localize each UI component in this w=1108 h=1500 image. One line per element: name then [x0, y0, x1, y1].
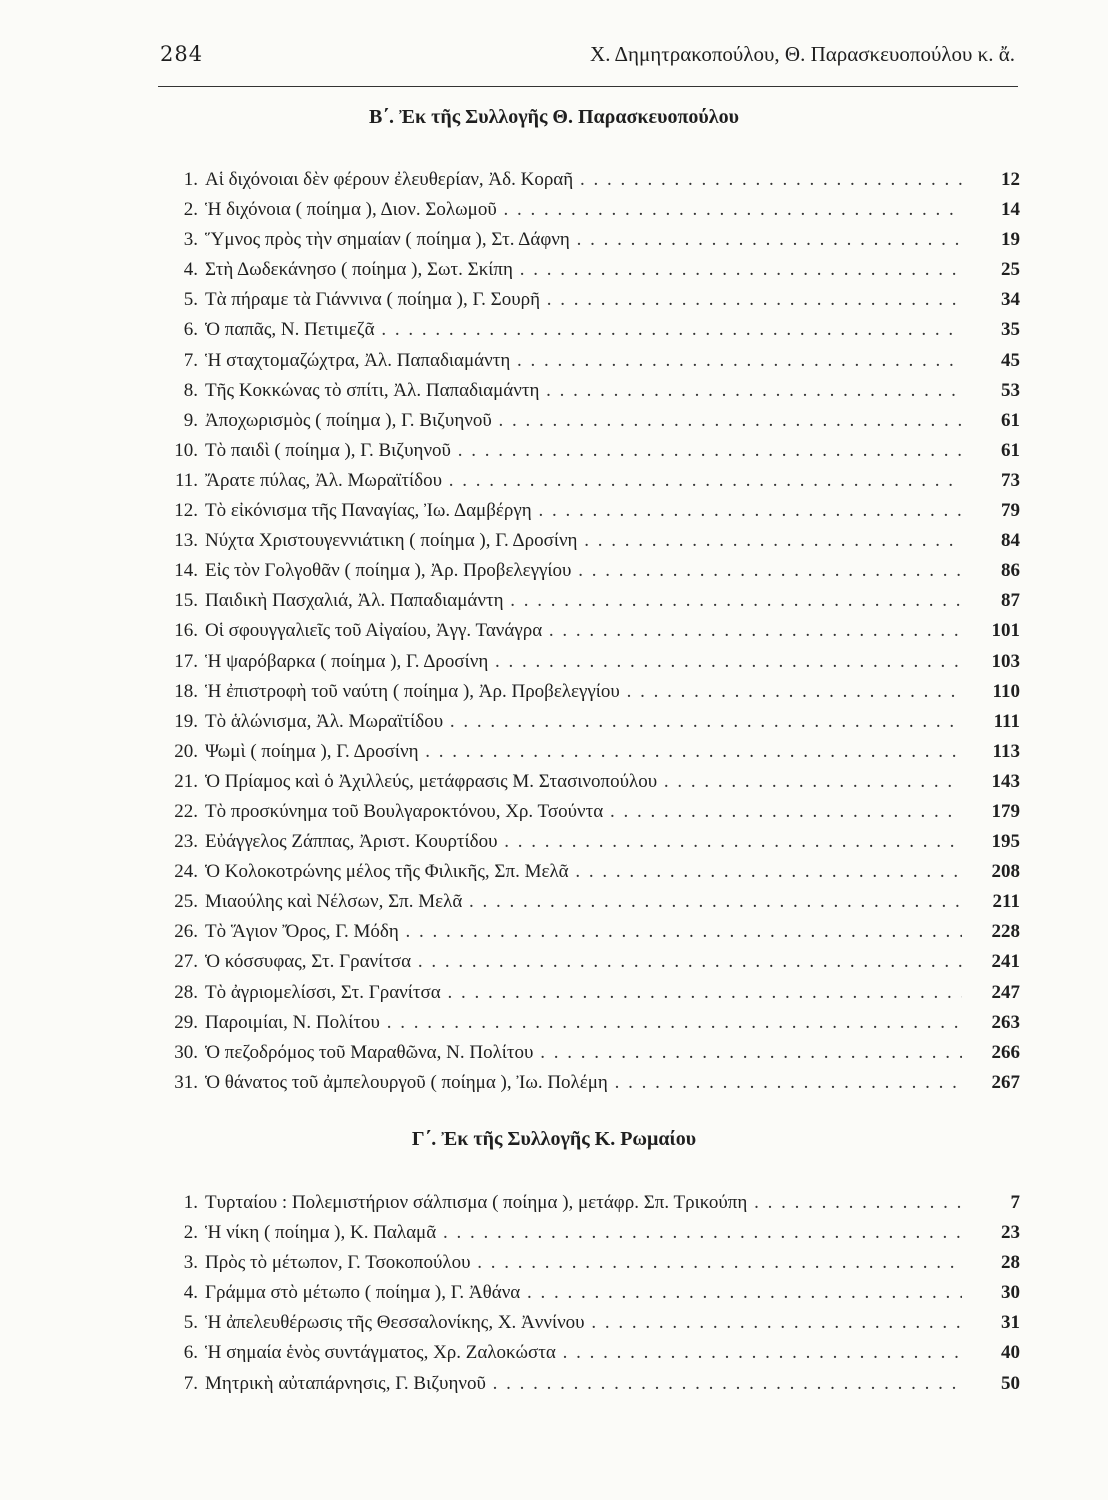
entry-page: 12	[1001, 169, 1020, 190]
entry-page: 87	[1001, 590, 1020, 612]
entry-number: 12.	[174, 500, 198, 522]
entry-title: Ὁ πεζοδρόμος τοῦ Μαραθῶνα, Ν. Πολίτου . . .	[205, 1038, 962, 1068]
entry-title: Ὁ παπᾶς, Ν. Πετιμεζᾶ . . .	[205, 315, 962, 345]
entry-page: 266	[991, 1041, 1020, 1063]
entry-number: 8.	[183, 379, 198, 401]
entry-number: 1.	[183, 169, 198, 190]
toc-entry	[160, 947, 1020, 977]
entry-number: 25.	[174, 891, 198, 913]
entry-page: 103	[991, 650, 1020, 672]
entry-number: 30.	[174, 1041, 198, 1063]
entry-title: Παροιμίαι, Ν. Πολίτου . . .	[205, 1008, 962, 1038]
entry-page: 263	[991, 1011, 1020, 1033]
entry-title: Ὁ Πρίαμος καὶ ὁ Ἀχιλλεύς, μετάφρασις Μ. Στασινοπούλου . . .	[205, 767, 962, 797]
toc-entry	[160, 1308, 1020, 1338]
entry-title: Τὸ παιδὶ ( ποίημα ), Γ. Βιζυηνοῦ . . .	[205, 436, 962, 466]
entry-title: Ὕμνος πρὸς τὴν σημαίαν ( ποίημα ), Στ. Δάφνη . . .	[205, 225, 962, 255]
entry-number: 24.	[174, 861, 198, 883]
entry-number: 7.	[183, 1372, 198, 1394]
entry-title: Ἡ ψαρόβαρκα ( ποίημα ), Γ. Δροσίνη . . .	[205, 647, 962, 677]
toc-entry	[160, 1188, 1020, 1218]
entry-title: Νύχτα Χριστουγεννιάτικη ( ποίημα ), Γ. Δροσίνη . . .	[205, 526, 962, 556]
entry-title: Ἡ νίκη ( ποίημα ), Κ. Παλαμᾶ . . .	[205, 1218, 962, 1248]
entry-number: 31.	[174, 1071, 198, 1093]
page-header	[160, 42, 1015, 82]
entry-number: 3.	[183, 1252, 198, 1274]
entry-page: 35	[1001, 319, 1020, 341]
entry-page: 267	[991, 1071, 1020, 1093]
entry-page: 208	[991, 861, 1020, 883]
entry-page: 45	[1001, 349, 1020, 371]
entry-page: 241	[991, 951, 1020, 973]
entry-title: Ψωμὶ ( ποίημα ), Γ. Δροσίνη . . .	[205, 737, 962, 767]
toc-entry	[160, 707, 1020, 737]
entry-number: 14.	[174, 560, 198, 582]
entry-page: 195	[991, 831, 1020, 853]
entry-number: 3.	[183, 229, 198, 251]
entry-title: Ὁ θάνατος τοῦ ἀμπελουργοῦ ( ποίημα ), Ἰω. Πολέμη . . .	[205, 1068, 962, 1098]
entry-number: 6.	[183, 319, 198, 341]
toc-entry	[160, 797, 1020, 827]
entry-title: Παιδικὴ Πασχαλιά, Ἀλ. Παπαδιαμάντη . . .	[205, 586, 962, 616]
entry-title: Πρὸς τὸ μέτωπον, Γ. Τσοκοπούλου . . .	[205, 1248, 962, 1278]
entry-page: 101	[991, 620, 1020, 642]
toc-entry	[160, 1369, 1020, 1399]
entry-page: 30	[1001, 1282, 1020, 1304]
entry-number: 22.	[174, 800, 198, 822]
entry-number: 4.	[183, 1282, 198, 1304]
entry-number: 10.	[174, 439, 198, 461]
toc-entry	[160, 285, 1020, 315]
toc-entry	[160, 767, 1020, 797]
entry-page: 28	[1001, 1252, 1020, 1274]
entry-page: 111	[993, 710, 1020, 732]
entry-page: 179	[991, 800, 1020, 822]
entry-number: 20.	[174, 740, 198, 762]
toc-entry	[160, 225, 1020, 255]
entry-title: Ἡ ἀπελευθέρωσις τῆς Θεσσαλονίκης, Χ. Ἀννίνου . . .	[205, 1308, 962, 1338]
section-c-toc	[160, 1188, 1020, 1399]
entry-title: Ἄρατε πύλας, Ἀλ. Μωραϊτίδου . . .	[205, 466, 962, 496]
entry-page: 31	[1001, 1312, 1020, 1334]
toc-entry	[160, 1278, 1020, 1308]
entry-page: 113	[992, 740, 1020, 762]
toc-entry	[160, 978, 1020, 1008]
entry-number: 19.	[174, 710, 198, 732]
entry-title: Ἡ σημαία ἑνὸς συντάγματος, Χρ. Ζαλοκώστα . . .	[205, 1338, 962, 1368]
entry-number: 16.	[174, 620, 198, 642]
toc-entry	[160, 586, 1020, 616]
entry-number: 11.	[174, 469, 198, 491]
entry-number: 28.	[174, 981, 198, 1003]
toc-entry	[160, 917, 1020, 947]
entry-page: 84	[1001, 530, 1020, 552]
entry-number: 27.	[174, 951, 198, 973]
entry-title: Γράμμα στὸ μέτωπο ( ποίημα ), Γ. Ἀθάνα . . .	[205, 1278, 962, 1308]
entry-page: 228	[991, 921, 1020, 943]
toc-entry	[160, 677, 1020, 707]
section-b-toc	[160, 165, 1020, 1098]
entry-number: 29.	[174, 1011, 198, 1033]
entry-number: 17.	[174, 650, 198, 672]
entry-page: 247	[991, 981, 1020, 1003]
entry-title: Τὸ Ἅγιον Ὄρος, Γ. Μόδη . . .	[205, 917, 962, 947]
entry-number: 5.	[183, 289, 198, 311]
section-c-title: Γ΄. Ἐκ τῆς Συλλογῆς Κ. Ρωμαίου	[411, 1128, 697, 1150]
entry-title: Μητρικὴ αὐταπάρνησις, Γ. Βιζυηνοῦ . . .	[205, 1369, 962, 1399]
entry-number: 26.	[174, 921, 198, 943]
toc-entry	[160, 195, 1020, 225]
running-head: Χ. Δημητρακοπούλου, Θ. Παρασκευοπούλου κ. ἄ.	[590, 42, 1015, 66]
entry-page: 25	[1001, 259, 1020, 281]
entry-page: 14	[1001, 199, 1020, 221]
entry-page: 143	[991, 770, 1020, 792]
entry-title: Τὸ προσκύνημα τοῦ Βουλγαροκτόνου, Χρ. Τσούντα . . .	[205, 797, 962, 827]
header-rule	[158, 86, 1018, 87]
toc-entry	[160, 1218, 1020, 1248]
entry-number: 18.	[174, 680, 198, 702]
entry-number: 2.	[183, 1222, 198, 1244]
toc-entry	[160, 165, 1020, 195]
toc-entry	[160, 376, 1020, 406]
entry-title: Ἡ σταχτομαζώχτρα, Ἀλ. Παπαδιαμάντη . . .	[205, 346, 962, 376]
entry-title: Τυρταίου : Πολεμιστήριον σάλπισμα ( ποίημα ), μετάφρ. Σπ. Τρικούπη . . .	[205, 1188, 962, 1218]
toc-entry	[160, 857, 1020, 887]
entry-number: 15.	[174, 590, 198, 612]
entry-page: 23	[1001, 1222, 1020, 1244]
page-number: 284	[160, 42, 204, 66]
toc-entry	[160, 1008, 1020, 1038]
entry-page: 73	[1001, 469, 1020, 491]
toc-entry	[160, 436, 1020, 466]
entry-number: 23.	[174, 831, 198, 853]
entry-page: 40	[1001, 1342, 1020, 1364]
entry-title: Εἰς τὸν Γολγοθᾶν ( ποίημα ), Ἀρ. Προβελεγγίου . . .	[205, 556, 962, 586]
entry-number: 7.	[183, 349, 198, 371]
toc-entry	[160, 526, 1020, 556]
entry-page: 34	[1001, 289, 1020, 311]
toc-entry	[160, 466, 1020, 496]
entry-title: Αἱ διχόνοιαι δὲν φέρουν ἐλευθερίαν, Ἀδ. Κοραῆ . . .	[205, 165, 962, 195]
entry-title: Τῆς Κοκκώνας τὸ σπίτι, Ἀλ. Παπαδιαμάντη . . .	[205, 376, 962, 406]
toc-entry	[160, 887, 1020, 917]
entry-title: Ἡ ἐπιστροφὴ τοῦ ναύτη ( ποίημα ), Ἀρ. Προβελεγγίου . . .	[205, 677, 962, 707]
entry-number: 1.	[183, 1192, 198, 1213]
toc-entry	[160, 737, 1020, 767]
entry-title: Τὸ ἀγριομελίσσι, Στ. Γρανίτσα . . .	[205, 978, 962, 1008]
entry-title: Οἱ σφουγγαλιεῖς τοῦ Αἰγαίου, Ἀγγ. Τανάγρα . . .	[205, 616, 962, 646]
entry-number: 9.	[183, 409, 198, 431]
entry-page: 110	[992, 680, 1020, 702]
toc-entry	[160, 1068, 1020, 1098]
entry-title: Ἡ διχόνοια ( ποίημα ), Διον. Σολωμοῦ . . .	[205, 195, 962, 225]
toc-entry	[160, 1248, 1020, 1278]
entry-page: 79	[1001, 500, 1020, 522]
entry-title: Τὰ πήραμε τὰ Γιάννινα ( ποίημα ), Γ. Σουρῆ . . .	[205, 285, 962, 315]
entry-page: 53	[1001, 379, 1020, 401]
entry-title: Τὸ ἁλώνισμα, Ἀλ. Μωραϊτίδου . . .	[205, 707, 962, 737]
toc-entry	[160, 616, 1020, 646]
entry-page: 19	[1001, 229, 1020, 251]
entry-number: 21.	[174, 770, 198, 792]
toc-entry	[160, 647, 1020, 677]
entry-number: 6.	[183, 1342, 198, 1364]
entry-page: 61	[1001, 439, 1020, 461]
entry-title: Εὐάγγελος Ζάππας, Ἀριστ. Κουρτίδου . . .	[205, 827, 962, 857]
entry-page: 86	[1001, 560, 1020, 582]
entry-number: 5.	[183, 1312, 198, 1334]
toc-entry	[160, 1038, 1020, 1068]
toc-entry	[160, 255, 1020, 285]
entry-title: Ἀποχωρισμὸς ( ποίημα ), Γ. Βιζυηνοῦ . . .	[205, 406, 962, 436]
entry-title: Ὁ Κολοκοτρώνης μέλος τῆς Φιλικῆς, Σπ. Μελᾶ . . .	[205, 857, 962, 887]
entry-title: Τὸ εἰκόνισμα τῆς Παναγίας, Ἰω. Δαμβέργη . . .	[205, 496, 962, 526]
entry-title: Στὴ Δωδεκάνησο ( ποίημα ), Σωτ. Σκίπη . . .	[205, 255, 962, 285]
toc-entry	[160, 346, 1020, 376]
toc-entry	[160, 496, 1020, 526]
entry-page: 211	[992, 891, 1020, 913]
entry-title: Μιαούλης καὶ Νέλσων, Σπ. Μελᾶ . . .	[205, 887, 962, 917]
toc-entry	[160, 1338, 1020, 1368]
entry-number: 4.	[183, 259, 198, 281]
entry-title: Ὁ κόσσυφας, Στ. Γρανίτσα . . .	[205, 947, 962, 977]
section-b-title: Β΄. Ἐκ τῆς Συλλογῆς Θ. Παρασκευοπούλου	[369, 106, 739, 128]
entry-number: 13.	[174, 530, 198, 552]
toc-entry	[160, 406, 1020, 436]
entry-page: 61	[1001, 409, 1020, 431]
entry-number: 2.	[183, 199, 198, 221]
entry-page: 50	[1001, 1372, 1020, 1394]
toc-entry	[160, 315, 1020, 345]
toc-entry	[160, 827, 1020, 857]
toc-entry	[160, 556, 1020, 586]
entry-page: 7	[1010, 1192, 1020, 1213]
